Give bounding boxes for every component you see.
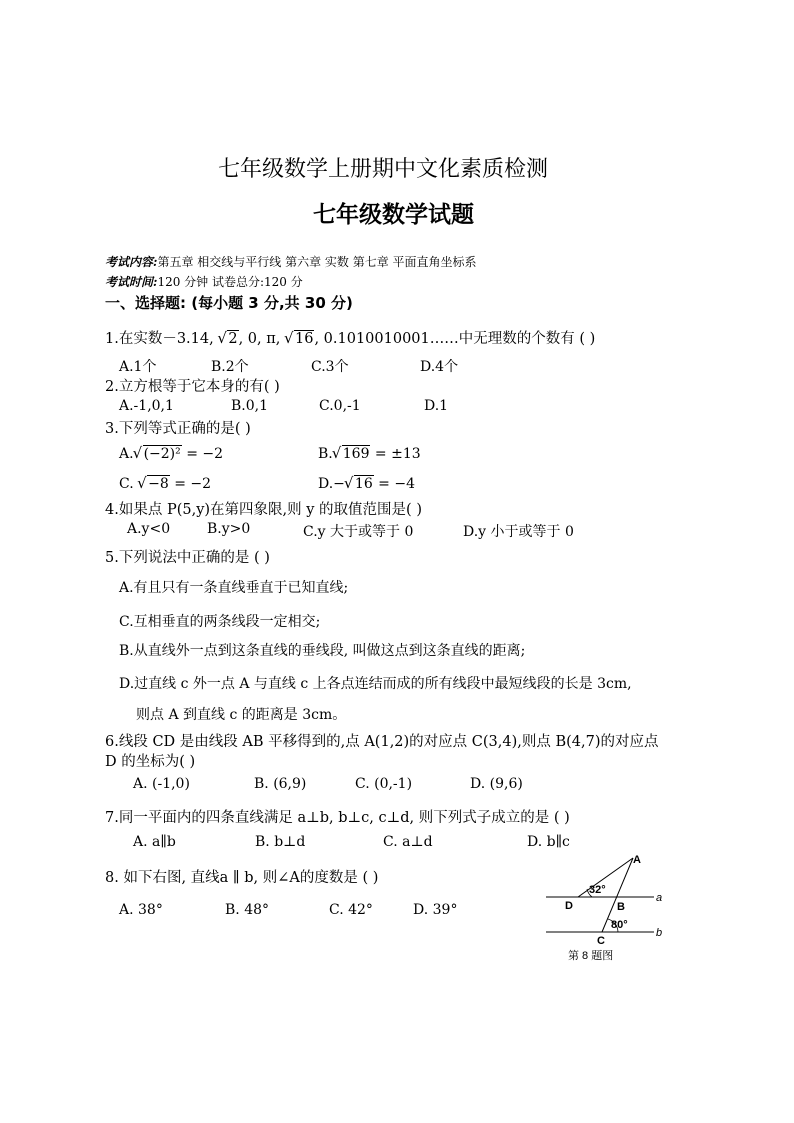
q3-a-result: = −2 — [181, 446, 224, 462]
q7-option-c: C. a⊥d — [383, 834, 433, 850]
q3-c-result: = −2 — [169, 476, 212, 492]
q3-a-prefix: A. — [119, 446, 134, 462]
q7-option-d: D. b∥c — [527, 834, 570, 850]
q6-option-a: A. (-1,0) — [133, 776, 190, 792]
q3-b-sqrt — [333, 446, 371, 462]
exam-time-label: 考试时间: — [105, 275, 158, 289]
question-6-line2: D 的坐标为( ) — [105, 754, 196, 770]
q5-option-d-line2: 则点 A 到直线 c 的距离是 3cm。 — [136, 707, 347, 723]
q3-c-prefix: C. — [119, 476, 139, 492]
label-line-a: a — [656, 892, 663, 904]
q5-option-d-line1: D.过直线 c 外一点 A 与直线 c 上各点连结而成的所有线段中最短线段的长是 3cm, — [119, 676, 632, 692]
question-1 — [105, 327, 595, 348]
exam-time-line — [105, 273, 303, 290]
label-C: C — [597, 935, 605, 947]
label-line-b: b — [656, 927, 663, 939]
q8-option-a: A. 38° — [119, 902, 163, 918]
q7-option-b: B. b⊥d — [255, 834, 306, 850]
q1-text-part1: 1.在实数－3.14, — [105, 331, 219, 347]
exam-content-label: 考试内容: — [105, 255, 158, 269]
question-4: 4.如果点 P(5,y)在第四象限,则 y 的取值范围是( ) — [105, 502, 422, 518]
q3-c-radicand: −8 — [148, 476, 169, 492]
q1-text-part2: , 0, π, — [238, 331, 285, 347]
q3-a-radicand: (−2)² — [143, 446, 181, 462]
q3-d-radicand: 16 — [354, 476, 373, 492]
question-7: 7.同一平面内的四条直线满足 a⊥b, b⊥c, c⊥d, 则下列式子成立的是 ( ) — [105, 810, 570, 826]
question-8: 8. 如下右图, 直线a ∥ b, 则∠A的度数是 ( ) — [105, 870, 379, 886]
question-6-line1: 6.线段 CD 是由线段 AB 平移得到的,点 A(1,2)的对应点 C(3,4),则点 B(4,7)的对应点 — [105, 734, 659, 750]
exam-time-text: 120 分钟 试卷总分:120 分 — [157, 275, 303, 289]
q5-option-a: A.有且只有一条直线垂直于已知直线; — [119, 580, 349, 596]
q4-option-b: B.y>0 — [207, 521, 251, 537]
q3-d-sqrt — [345, 476, 374, 492]
exam-content-text: 第五章 相交线与平行线 第六章 实数 第七章 平面直角坐标系 — [157, 255, 477, 269]
q7-option-a: A. a∥b — [133, 834, 176, 850]
q3-option-b — [318, 446, 421, 462]
q3-d-result: = −4 — [373, 476, 416, 492]
q3-b-prefix: B. — [318, 446, 333, 462]
q6-option-c: C. (0,-1) — [355, 776, 413, 792]
label-D: D — [565, 900, 573, 912]
q3-option-c — [119, 476, 211, 492]
q4-option-d: D.y 小于或等于 0 — [463, 524, 574, 540]
q3-d-prefix: D.− — [318, 476, 345, 492]
q4-option-c: C.y 大于或等于 0 — [303, 524, 414, 540]
q3-b-radicand: 169 — [342, 446, 370, 462]
question-2: 2.立方根等于它本身的有( ) — [105, 379, 280, 395]
question-5: 5.下列说法中正确的是 ( ) — [105, 550, 270, 566]
page-subtitle: 七年级数学试题 — [313, 202, 474, 228]
section-heading: 一、选择题: (每小题 3 分,共 30 分) — [105, 294, 353, 312]
q8-figure — [540, 852, 690, 964]
q2-option-a: A.-1,0,1 — [119, 398, 174, 414]
q8-option-d: D. 39° — [413, 902, 458, 918]
q3-a-sqrt — [134, 446, 182, 462]
q2-option-b: B.0,1 — [231, 398, 269, 414]
q1-text-part3: , 0.1010010001……中无理数的个数有 ( ) — [314, 331, 596, 347]
q1-radicand-16: 16 — [295, 331, 314, 347]
q1-option-a: A.1个 — [119, 359, 157, 375]
q1-option-d: D.4个 — [420, 359, 459, 375]
label-B: B — [617, 901, 625, 913]
q1-sqrt-16 — [285, 331, 314, 347]
q1-sqrt-2 — [218, 331, 238, 347]
q8-option-c: C. 42° — [329, 902, 373, 918]
q6-option-b: B. (6,9) — [254, 776, 307, 792]
page-title: 七年级数学上册期中文化素质检测 — [218, 157, 549, 182]
q3-option-d — [318, 476, 415, 492]
q3-option-a — [119, 446, 223, 462]
q3-c-sqrt — [138, 476, 170, 492]
q6-option-d: D. (9,6) — [470, 776, 523, 792]
q1-option-c: C.3个 — [311, 359, 349, 375]
q3-b-result: = ±13 — [370, 446, 421, 462]
question-3: 3.下列等式正确的是( ) — [105, 421, 251, 437]
q4-option-a: A.y<0 — [127, 521, 171, 537]
angle-label-80: 80° — [611, 919, 628, 931]
exam-content-line — [105, 253, 477, 270]
q8-option-b: B. 48° — [225, 902, 270, 918]
label-A: A — [633, 854, 641, 866]
q5-option-c: C.互相垂直的两条线段一定相交; — [119, 614, 321, 630]
angle-label-32: 32° — [589, 884, 606, 896]
q1-option-b: B.2个 — [211, 359, 249, 375]
q2-option-c: C.0,-1 — [319, 398, 361, 414]
q1-radicand-2: 2 — [228, 331, 238, 347]
q2-option-d: D.1 — [424, 398, 449, 414]
q5-option-b: B.从直线外一点到这条直线的垂线段, 叫做这点到这条直线的距离; — [119, 643, 526, 659]
figure-caption: 第 8 题图 — [568, 950, 614, 962]
